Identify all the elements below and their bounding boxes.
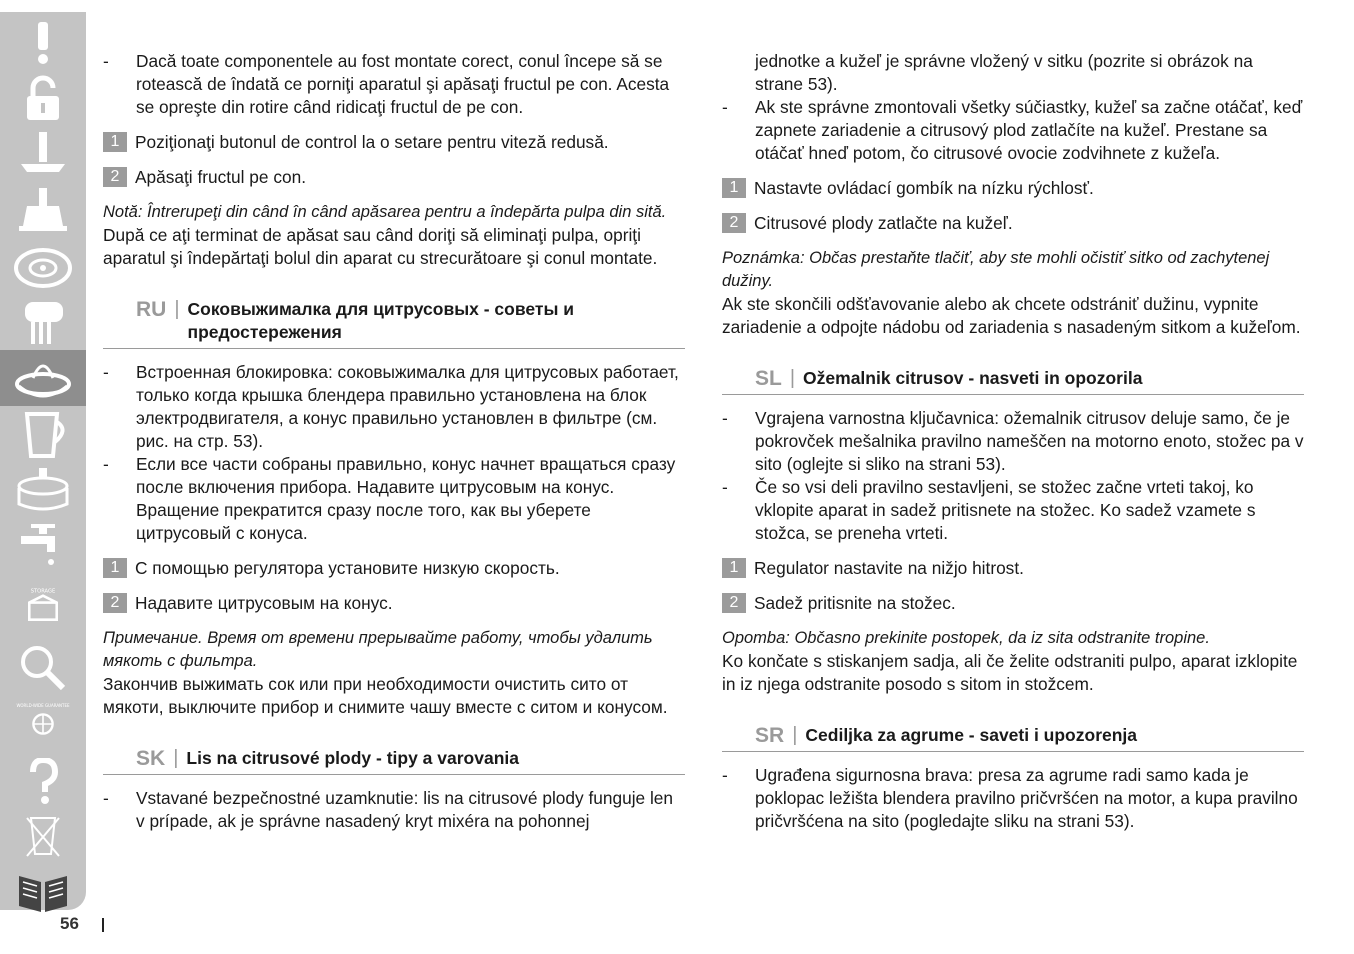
disc-icon[interactable]	[0, 238, 86, 294]
svg-text:STORAGE: STORAGE	[30, 588, 56, 595]
sk-step-2: 2 Citrusové plody zatlačte na kužeľ.	[722, 212, 1304, 235]
manual-icon[interactable]	[0, 864, 86, 920]
ru-step-1: 1 С помощью регулятора установите низкую скорость.	[103, 557, 685, 580]
ro-bullet: - Dacă toate componentele au fost montate corect, conul începe să se rotească de îndată ce porniţi aparatul şi apăsaţi fructul pe con. Acesta se opreşte din rotire când ridicaţi fructul de pe con.	[103, 51, 670, 117]
ru-step-2: 2 Надавите цитрусовым на конус.	[103, 592, 685, 615]
mixer-icon[interactable]	[0, 294, 86, 350]
sl-bullet-1: - Vgrajena varnostna ključavnica: ožemalnik citrusov deluje samo, če je pokrovček mešalnika pravilno nameščen na motorno enoto, stožec pa v sito (oglejte si sliko na strani 53).	[722, 408, 1304, 474]
lock-icon[interactable]	[0, 70, 86, 126]
sk-bullet-1: - Vstavané bezpečnostné uzamknutie: lis na citrusové plody funguje len v prípade, ak je správne nasadený kryt mixéra na pohonnej	[103, 788, 674, 831]
sk-note: Poznámka: Občas prestaňte tlačiť, aby ste mohli očistiť sitko od zachytenej dužiny.	[722, 249, 1270, 290]
sr-bullet-1: - Ugrađena sigurnosna brava: presa za agrume radi samo kada je poklopac ležišta blendera pravilno pričvršćen na motor, a kupa pravilno pričvršćena na sito (pogledajte sliku na strani 53).	[722, 765, 1298, 831]
ru-note: Примечание. Время от времени прерывайте работу, чтобы удалить мякоть с фильтра.	[103, 629, 653, 670]
food-processor-icon[interactable]	[0, 462, 86, 518]
disposal-icon[interactable]	[0, 808, 86, 864]
sk-bullet-2: - Ak ste správne zmontovali všetky súčiastky, kužeľ sa začne otáčať, keď zapnete zariadenie a citrusový plod zatlačíte na kužeľ. Prestane sa otáčať hneď potom, čo citrusové ovocie zodvihnete z kužeľa.	[722, 97, 1303, 163]
sidebar-nav	[0, 12, 86, 910]
sl-note: Opomba: Občasno prekinite postopek, da iz sita odstranite tropine.	[722, 629, 1210, 647]
sl-step-1: 1 Regulator nastavite na nižjo hitrost.	[722, 557, 1304, 580]
page-number: 56	[60, 914, 79, 933]
storage-icon[interactable]	[0, 578, 86, 634]
ro-note: Notă: Întrerupeţi din când în când apăsarea pentru a îndepărta pulpa din sită.	[103, 203, 667, 221]
beater-icon[interactable]	[0, 182, 86, 238]
blade-icon[interactable]	[0, 126, 86, 182]
left-column	[103, 50, 685, 833]
ru-paragraph: Закончив выжимать сок или при необходимости очистить сито от мякоти, выключите прибор и снимите чашу вместе с ситом и конусом.	[103, 674, 668, 717]
question-icon[interactable]	[0, 754, 86, 810]
page-number-divider	[102, 918, 104, 932]
warning-icon[interactable]	[0, 14, 86, 70]
sl-bullet-2: - Če so vsi deli pravilno sestavljeni, se stožec začne vrteti takoj, ko vklopite aparat in sadež pritisnete na stožec. Ko sadež vzamete s stožca, se preneha vrteti.	[722, 477, 1256, 543]
sk-paragraph: Ak ste skončili odšťavovanie alebo ak chcete odstrániť dužinu, vypnite zariadenie a odpojte nádobu od zariadenia s nasadeným sitkom a kužeľom.	[722, 294, 1301, 337]
ru-section-heading: RU | Соковыжималка для цитрусовых - советы и предостережения	[103, 298, 685, 349]
jug-icon[interactable]	[0, 406, 86, 462]
sr-section-heading: SR | Cediljka za agrume - saveti i upozorenja	[722, 724, 1304, 752]
sk-section-heading: SK | Lis na citrusové plody - tipy a varovania	[103, 747, 685, 775]
ru-bullet-1: - Встроенная блокировка: соковыжималка для цитрусовых работает, только когда крышка блендера правильно установлена на блок электродвигателя, а конус правильно установлен в фильтре (см. рис. на стр. 53).	[103, 362, 679, 451]
sk-step-1: 1 Nastavte ovládací gombík na nízku rýchlosť.	[722, 177, 1304, 200]
citrus-press-icon[interactable]	[0, 350, 86, 406]
search-icon[interactable]	[0, 638, 86, 694]
sl-step-2: 2 Sadež pritisnite na stožec.	[722, 592, 1304, 615]
svg-text:WORLD-WIDE GUARANTEE: WORLD-WIDE GUARANTEE	[16, 703, 70, 709]
sk-bullet-1-continued: jednotke a kužeľ je správne vložený v sitku (pozrite si obrázok na strane 53).	[755, 51, 1253, 94]
ro-step-1: 1 Poziţionaţi butonul de control la o setare pentru viteză redusă.	[103, 131, 685, 154]
right-column	[722, 50, 1304, 833]
tap-icon[interactable]	[0, 518, 86, 574]
ro-paragraph: După ce aţi terminat de apăsat sau când doriţi să eliminaţi pulpa, opriţi aparatul şi îndepărtaţi bolul din aparat cu strecurătoare şi conul montate.	[103, 225, 658, 268]
worldwide-guarantee-icon[interactable]	[0, 696, 86, 752]
ro-step-2: 2 Apăsaţi fructul pe con.	[103, 166, 685, 189]
sl-section-heading: SL | Ožemalnik citrusov - nasveti in opozorila	[722, 367, 1304, 395]
ru-bullet-2: - Если все части собраны правильно, конус начнет вращаться сразу после включения прибора. Надавите цитрусовым на конус. Вращение прекратится сразу после того, как вы уберете цитрусовый с конуса.	[103, 454, 676, 543]
sl-paragraph: Ko končate s stiskanjem sadja, ali če želite odstraniti pulpo, aparat izklopite in iz njega odstranite posodo s sitom in stožcem.	[722, 651, 1298, 694]
